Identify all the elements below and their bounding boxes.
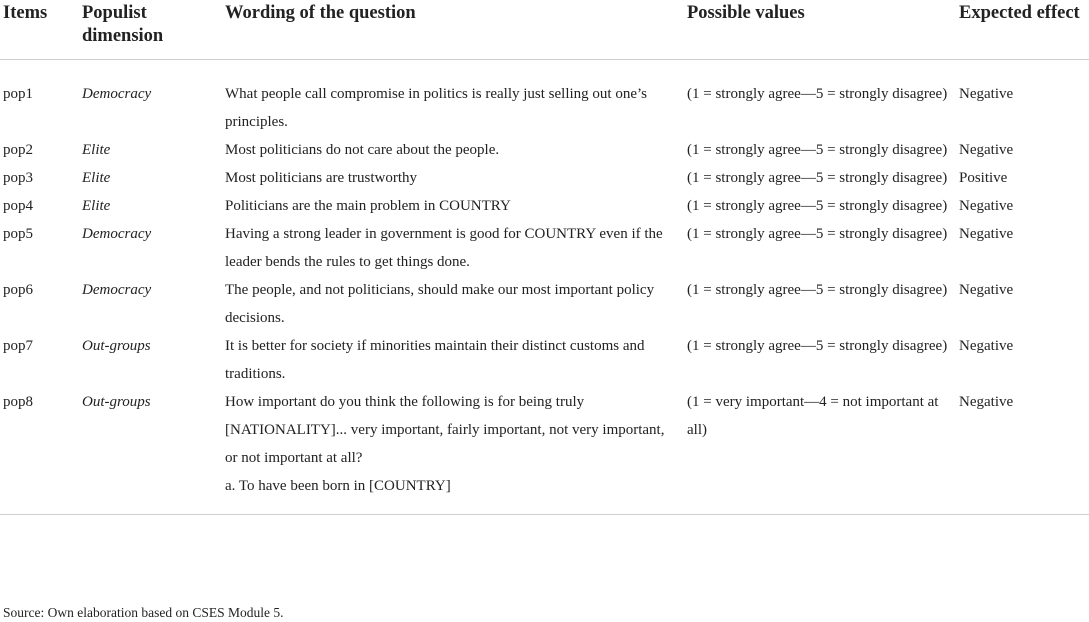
cell-effect: Negative bbox=[959, 282, 1014, 298]
cell-values: (1 = strongly agree—5 = strongly disagree) bbox=[687, 198, 948, 214]
cell-wording-question: How important do you think the following is for being truly [NATIONALITY]... very important, fairly important, not very important, or not important at all? bbox=[225, 394, 665, 466]
header-dimension bbox=[82, 0, 225, 60]
cell-item: pop2 bbox=[3, 142, 33, 158]
cell-item: pop1 bbox=[3, 86, 33, 102]
cell-wording: Most politicians are trustworthy bbox=[225, 170, 418, 186]
cell-dimension: Democracy bbox=[82, 86, 152, 102]
cell-effect: Positive bbox=[959, 170, 1008, 186]
cell-effect: Negative bbox=[959, 142, 1014, 158]
cell-dimension: Democracy bbox=[82, 282, 152, 298]
cell-dimension: Elite bbox=[82, 198, 111, 214]
header-dimension-line2: dimension bbox=[82, 26, 164, 46]
cell-wording: The people, and not politicians, should make our most important policy decisions. bbox=[225, 282, 655, 326]
cell-effect: Negative bbox=[959, 86, 1014, 102]
cell-dimension: Democracy bbox=[82, 226, 152, 242]
cell-wording-subitem: a. To have been born in [COUNTRY] bbox=[225, 478, 451, 494]
cell-wording: What people call compromise in politics is really just selling out one’s principles. bbox=[225, 86, 647, 130]
table-row bbox=[0, 388, 1089, 515]
cell-values: (1 = strongly agree—5 = strongly disagree) bbox=[687, 86, 948, 102]
cell-dimension: Out-groups bbox=[82, 338, 151, 354]
cell-item: pop4 bbox=[3, 198, 33, 214]
cell-values: (1 = very important—4 = not important at all) bbox=[687, 394, 939, 438]
table-row bbox=[0, 136, 1089, 164]
header-effect: Expected effect bbox=[959, 3, 1080, 23]
cell-item: pop5 bbox=[3, 226, 33, 242]
cell-effect: Negative bbox=[959, 226, 1014, 242]
cell-item: pop8 bbox=[3, 394, 33, 410]
cell-item: pop7 bbox=[3, 338, 33, 354]
cell-effect: Negative bbox=[959, 338, 1014, 354]
cell-effect: Negative bbox=[959, 198, 1014, 214]
cell-wording: It is better for society if minorities maintain their distinct customs and traditions. bbox=[225, 338, 645, 382]
cell-wording bbox=[225, 388, 687, 515]
table-row bbox=[0, 192, 1089, 220]
cell-dimension: Elite bbox=[82, 170, 111, 186]
header-dimension-line1: Populist bbox=[82, 3, 147, 23]
table-row bbox=[0, 332, 1089, 388]
table-header bbox=[0, 0, 1089, 60]
table-row bbox=[0, 60, 1089, 137]
table-row bbox=[0, 164, 1089, 192]
cell-dimension: Elite bbox=[82, 142, 111, 158]
cell-wording: Politicians are the main problem in COUNTRY bbox=[225, 198, 511, 214]
source-note: Source: Own elaboration based on CSES Module 5. bbox=[3, 605, 284, 620]
cell-effect: Negative bbox=[959, 394, 1014, 410]
table-row bbox=[0, 276, 1089, 332]
cell-item: pop3 bbox=[3, 170, 33, 186]
cell-wording: Most politicians do not care about the people. bbox=[225, 142, 500, 158]
cell-item: pop6 bbox=[3, 282, 33, 298]
table-body bbox=[0, 60, 1089, 515]
cell-dimension: Out-groups bbox=[82, 394, 151, 410]
header-wording: Wording of the question bbox=[225, 3, 416, 23]
cell-values: (1 = strongly agree—5 = strongly disagree) bbox=[687, 338, 948, 354]
cell-values: (1 = strongly agree—5 = strongly disagree) bbox=[687, 282, 948, 298]
header-items: Items bbox=[3, 3, 48, 23]
header-values: Possible values bbox=[687, 3, 805, 23]
cell-values: (1 = strongly agree—5 = strongly disagree) bbox=[687, 170, 948, 186]
header-row bbox=[0, 0, 1089, 60]
cell-values: (1 = strongly agree—5 = strongly disagree) bbox=[687, 226, 948, 242]
cell-wording: Having a strong leader in government is good for COUNTRY even if the leader bends the rules to get things done. bbox=[225, 226, 663, 270]
cell-values: (1 = strongly agree—5 = strongly disagree) bbox=[687, 142, 948, 158]
table-row bbox=[0, 220, 1089, 276]
